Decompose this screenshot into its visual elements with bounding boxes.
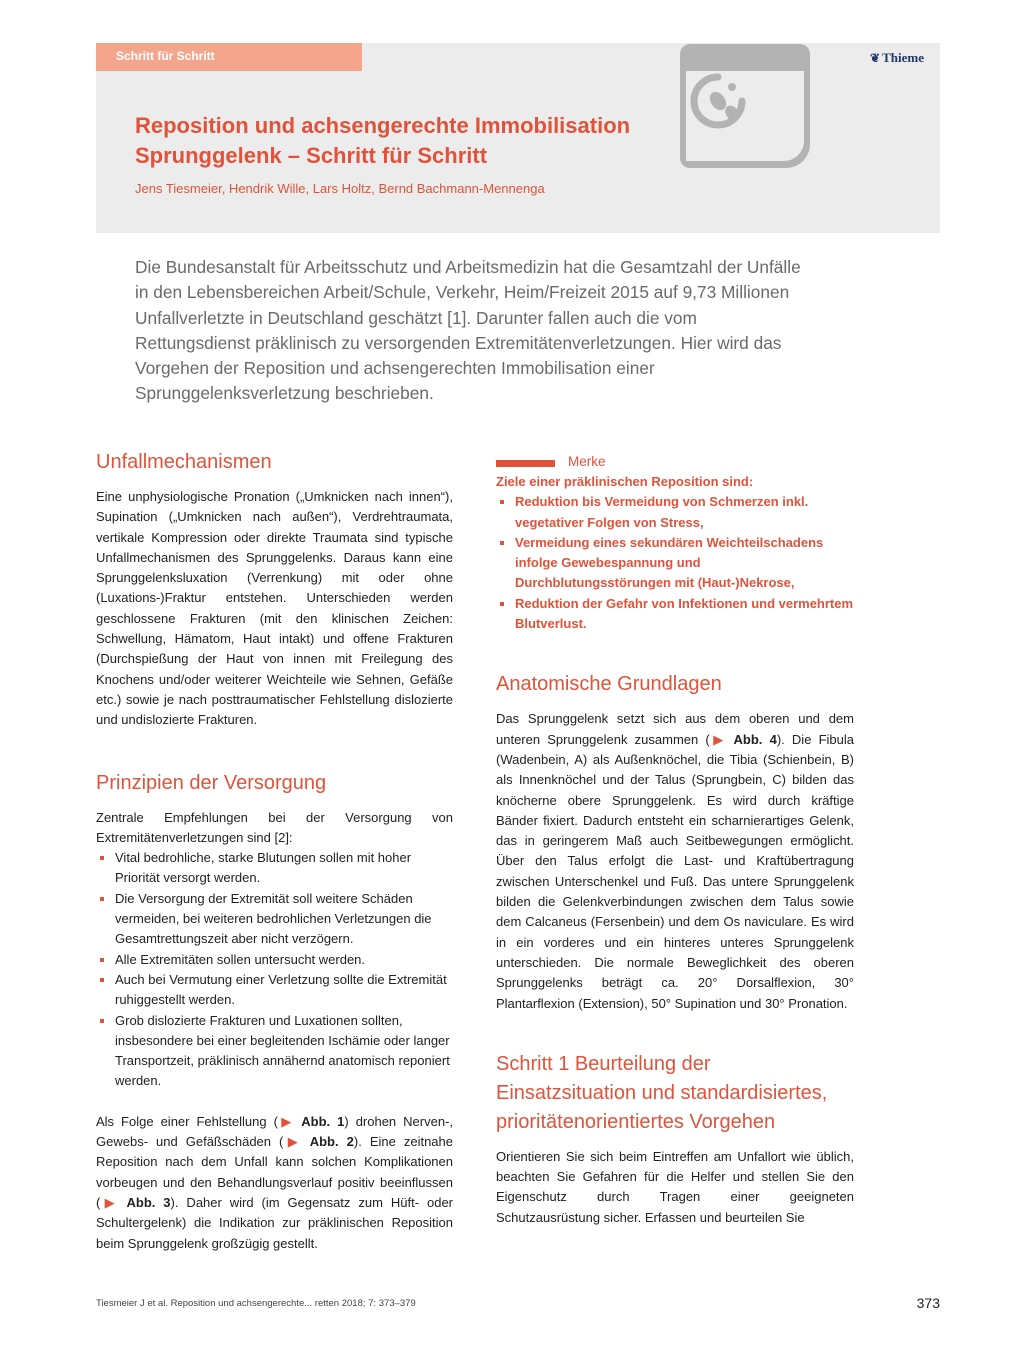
text-span: Als Folge einer Fehlstellung ( xyxy=(96,1113,278,1129)
article-title xyxy=(135,111,695,171)
paragraph-anatomie xyxy=(496,709,854,1013)
figure-ref-abb4[interactable] xyxy=(710,732,777,747)
header-strip xyxy=(362,43,940,71)
footprint-icon xyxy=(686,71,804,161)
merke-label: Merke xyxy=(568,454,606,469)
heading-schritt1: Schritt 1 Beurteilung der Einsatzsituation und standardisiertes, prioritätenorientiertes Vorgehen xyxy=(496,1052,828,1133)
page-number: 373 xyxy=(916,1295,940,1311)
arrow-right-icon: ▶ xyxy=(100,1194,120,1210)
list-item: Auch bei Vermutung einer Verletzung sollte die Extremität ruhiggestellt werden. xyxy=(96,970,453,1011)
section-tab: Schritt für Schritt xyxy=(96,43,362,71)
list-prinzipien xyxy=(96,848,453,1092)
merke-intro: Ziele einer präklinischen Reposition sind: xyxy=(496,474,754,489)
text-span: ). Eine zeitnahe Reposition nach dem Unfall kann solchen Komplikationen vorbeugen und den Behandlungsverlauf positiv beeinflussen ( xyxy=(96,1134,453,1210)
left-column xyxy=(96,448,453,1254)
figure-ref-abb3[interactable] xyxy=(100,1195,170,1210)
footer-citation: Tiesmeier J et al. Reposition und achsengerechte... retten 2018; 7: 373–379 xyxy=(96,1298,416,1309)
article-title-line-1: Reposition und achsengerechte Immobilisation xyxy=(135,113,631,138)
list-item: Reduktion der Gefahr von Infektionen und vermehrtem Blutverlust. xyxy=(496,594,854,635)
list-item: Vital bedrohliche, starke Blutungen sollen mit hoher Priorität versorgt werden. xyxy=(96,848,453,889)
figure-ref-abb1[interactable] xyxy=(278,1114,344,1129)
figure-ref-label: Abb. 4 xyxy=(733,731,777,747)
heading-unfallmechanismen: Unfallmechanismen xyxy=(96,451,272,473)
text-span: ) drohen Nerven-, Gewebs- und Gefäßschäden ( xyxy=(96,1113,454,1150)
text-span: ). Daher wird (im Gegensatz zum Hüft- oder Schultergelenk) die Indikation zur präklinischen Reposition beim Sprunggelenk großzügig gestellt. xyxy=(96,1194,453,1251)
list-item: Alle Extremitäten sollen untersucht werden. xyxy=(96,950,453,970)
merke-header xyxy=(496,452,854,472)
thieme-logo xyxy=(870,50,924,66)
text-span: ). Die Fibula (Wadenbein, A) als Außenknöchel, die Tibia (Schienbein, B) als Innenknöchel und der Talus (Sprungbein, C) bilden das knöcherne obere Sprunggelenk. Es wird durch kräftige Bänder fixiert. Dadurch entsteht ein scharnierartiges Gelenk, das in geringerem Maß auch Seitbewegungen ermöglicht. Über den Talus erfolgt die Last- und Kraftübertragung zwischen Unterschenkel und Fuß. Das untere Sprunggelenk bilden die Gelenkverbindungen zwischen dem Talus sowie dem Calcaneus (Fersenbein) und dem Os naviculare. Es wird in ein vorderes und ein hinteres unteres Sprunggelenk unterschieden. Die normale Beweglichkeit des oberen Sprunggelenks beträgt ca. 20° Dorsalflexion, 30° Plantarflexion (Extension), 50° Supination und 30° Pronation. xyxy=(496,731,854,1011)
merke-list xyxy=(496,492,854,634)
arrow-right-icon: ▶ xyxy=(277,1113,295,1129)
article-authors: Jens Tiesmeier, Hendrik Wille, Lars Holtz, Bernd Bachmann-Mennenga xyxy=(135,181,545,196)
figure-ref-abb2[interactable] xyxy=(283,1134,354,1149)
article-title-line-2: Sprunggelenk – Schritt für Schritt xyxy=(135,143,488,168)
figure-ref-label: Abb. 3 xyxy=(126,1194,171,1210)
list-item: Reduktion bis Vermeidung von Schmerzen inkl. vegetativer Folgen von Stress, xyxy=(496,492,854,533)
text-span: Das Sprunggelenk setzt sich aus dem oberen und dem unteren Sprunggelenk zusammen ( xyxy=(496,711,854,747)
list-item: Vermeidung eines sekundären Weichteilschadens infolge Gewebespannung und Durchblutungsstörungen mit (Haut-)Nekrose, xyxy=(496,533,854,594)
arrow-right-icon: ▶ xyxy=(283,1134,303,1150)
right-column xyxy=(496,452,854,1228)
merke-box xyxy=(496,452,854,634)
heading-anatomie: Anatomische Grundlagen xyxy=(496,673,722,696)
figure-ref-label: Abb. 1 xyxy=(301,1113,345,1129)
arrow-right-icon: ▶ xyxy=(709,731,727,747)
paragraph-unfallmechanismen: Eine unphysiologische Pronation („Umknicken nach innen“), Supination („Umknicken nach außen“), Verdrehtraumata, vertikale Kompression oder direkte Traumata sind typische Unfallmechanismen des Sprunggelenks. Daraus kann eine Sprunggelenksluxation (Verrenkung) mit oder ohne (Luxations-)Fraktur entstehen. Unterschieden werden geschlossene Frakturen (mit den klinischen Zeichen: Schwellung, Hämatom, Haut intakt) und offene Frakturen (Durchspießung der Haut von innen mit Freilegung des Knochens und/oder weiterer Weichteile wie Sehnen, Gefäße etc.) sowie je nach posttraumatischer Fehlstellung dislozierte und undislozierte Frakturen. xyxy=(96,489,453,728)
list-item: Grob dislozierte Frakturen und Luxationen sollten, insbesondere bei einer begleitenden Ischämie oder langer Transportzeit, präklinisch annähernd anatomisch reponiert werden. xyxy=(96,1011,453,1092)
list-item: Die Versorgung der Extremität soll weitere Schäden vermeiden, bei weiteren bedrohlichen Verletzungen die Gesamtrettungszeit aber nicht verzögern. xyxy=(96,889,453,950)
figure-ref-label: Abb. 2 xyxy=(309,1134,354,1150)
article-lead: Die Bundesanstalt für Arbeitsschutz und Arbeitsmedizin hat die Gesamtzahl der Unfälle in den Lebensbereichen Arbeit/Schule, Verkehr, Heim/Freizeit 2015 auf 9,73 Millionen Unfallverletzte in Deutschland geschätzt [1]. Darunter fallen auch die vom Rettungsdienst präklinisch zu versorgenden Extremitätenverletzungen. Hier wird das Vorgehen der Reposition und achsengerechten Immobilisation einer Sprunggelenksverletzung beschrieben. xyxy=(135,257,801,404)
thieme-logo-icon: ❦ xyxy=(870,51,881,65)
paragraph-schritt1: Orientieren Sie sich beim Eintreffen am Unfallort wie üblich, beachten Sie Gefahren für die Helfer und stellen Sie den Eigenschutz durch Tragen einer geeigneten Schutzausrüstung sicher. Erfassen und beurteilen Sie xyxy=(496,1148,854,1225)
paragraph-folge xyxy=(96,1112,453,1254)
thieme-logo-text: Thieme xyxy=(882,50,924,65)
paragraph-prinzipien-intro: Zentrale Empfehlungen bei der Versorgung von Extremitätenverletzungen sind [2]: xyxy=(96,809,453,845)
merke-bar xyxy=(496,460,555,467)
heading-prinzipien: Prinzipien der Versorgung xyxy=(96,771,327,794)
